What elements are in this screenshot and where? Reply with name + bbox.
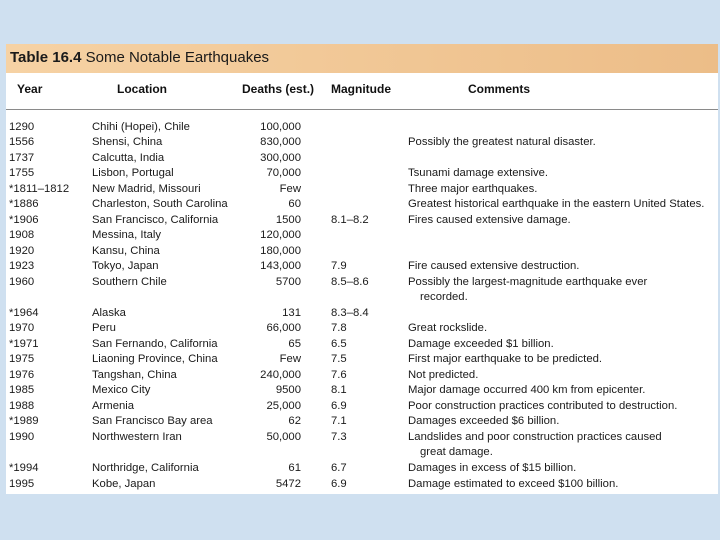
magnitude-cell: 7.5: [331, 353, 347, 366]
table-row: [6, 305, 718, 321]
location-cell: Northridge, California: [92, 462, 199, 475]
year-cell: 1995: [9, 477, 35, 490]
comment-cell: Damage exceeded $1 billion.: [408, 337, 554, 350]
location-cell: Messina, Italy: [92, 229, 162, 242]
deaths-cell: 62: [288, 415, 301, 428]
deaths-cell: 100,000: [260, 121, 301, 133]
comment-cell: Damages exceeded $6 billion.: [408, 415, 560, 428]
year-cell: 1290: [9, 121, 35, 133]
deaths-cell: 65: [288, 337, 301, 350]
comment-cell: First major earthquake to be predicted.: [408, 353, 603, 366]
magnitude-cell: 6.5: [331, 337, 347, 350]
location-cell: Tangshan, China: [92, 368, 177, 381]
table-title: [10, 49, 269, 66]
year-cell: 1975: [9, 353, 35, 366]
year-cell: 1976: [9, 368, 35, 381]
deaths-cell: 131: [282, 307, 301, 320]
column-header-deaths: Deaths (est.): [242, 82, 315, 96]
deaths-cell: 50,000: [266, 430, 301, 443]
deaths-cell: 1500: [275, 213, 301, 226]
magnitude-cell: 7.3: [331, 430, 347, 443]
deaths-cell: 5700: [275, 275, 301, 288]
table-row: [6, 274, 718, 290]
magnitude-cell: 7.6: [331, 368, 347, 381]
column-header-magnitude: Magnitude: [331, 82, 391, 96]
magnitude-cell: 7.1: [331, 415, 347, 428]
location-cell: Northwestern Iran: [92, 430, 182, 443]
deaths-cell: 5472: [275, 477, 301, 490]
magnitude-cell: 6.7: [331, 462, 347, 475]
magnitude-cell: 8.3–8.4: [331, 307, 369, 320]
year-cell: 1920: [9, 244, 35, 257]
location-cell: Shensi, China: [92, 136, 163, 149]
column-header-comments: Comments: [468, 82, 531, 96]
location-cell: Mexico City: [92, 384, 151, 397]
year-cell: *1811–1812: [9, 182, 70, 195]
deaths-cell: Few: [279, 182, 301, 195]
year-cell: 1960: [9, 275, 35, 288]
magnitude-cell: 6.9: [331, 477, 347, 490]
magnitude-cell: 8.5–8.6: [331, 275, 369, 288]
table-title-number: Table 16.4: [10, 49, 82, 66]
year-cell: *1964: [9, 307, 39, 320]
comment-cell: Not predicted.: [408, 368, 479, 381]
table-row: [6, 413, 718, 429]
table-row: [6, 181, 718, 197]
table-row: [6, 382, 718, 398]
deaths-cell: 66,000: [266, 322, 301, 335]
location-cell: San Francisco Bay area: [92, 415, 213, 428]
location-cell: Lisbon, Portugal: [92, 167, 174, 180]
location-cell: Armenia: [92, 399, 135, 412]
year-cell: 1737: [9, 151, 35, 164]
deaths-cell: 70,000: [266, 167, 301, 180]
deaths-cell: 60: [288, 198, 301, 211]
comment-cell: Greatest historical earthquake in the eastern United States.: [408, 198, 705, 211]
comment-cell: Fires caused extensive damage.: [408, 213, 571, 226]
location-cell: San Fernando, California: [92, 337, 218, 350]
comment-cell: Damage estimated to exceed $100 billion.: [408, 477, 619, 490]
table-row-continuation: [6, 444, 718, 460]
comment-cell-continuation: recorded.: [420, 290, 468, 303]
comment-cell: Tsunami damage extensive.: [408, 167, 549, 180]
deaths-cell: 9500: [275, 384, 301, 397]
location-cell: Kansu, China: [92, 244, 160, 257]
comment-cell: Great rockslide.: [408, 322, 488, 335]
comment-cell: Fire caused extensive destruction.: [408, 260, 580, 273]
table-title-text: Some Notable Earthquakes: [85, 49, 270, 66]
table-row: [6, 134, 718, 150]
table-row: [6, 476, 718, 492]
deaths-cell: 300,000: [260, 151, 301, 164]
table-row: [6, 351, 718, 367]
table-title-bar: [6, 44, 718, 73]
location-cell: Southern Chile: [92, 275, 167, 288]
comment-cell-continuation: great damage.: [420, 446, 493, 459]
table-sheet: [6, 44, 718, 494]
comment-cell: Possibly the largest-magnitude earthquake ever: [408, 275, 648, 288]
table-row: [6, 165, 718, 181]
comment-cell: Poor construction practices contributed to destruction.: [408, 399, 678, 412]
year-cell: *1989: [9, 415, 39, 428]
table-row: [6, 150, 718, 166]
table-row-continuation: [6, 289, 718, 305]
deaths-cell: 25,000: [266, 399, 301, 412]
location-cell: Kobe, Japan: [92, 477, 156, 490]
location-cell: New Madrid, Missouri: [92, 182, 201, 195]
year-cell: 1923: [9, 260, 35, 273]
location-cell: Liaoning Province, China: [92, 353, 218, 366]
deaths-cell: Few: [279, 353, 301, 366]
location-cell: Chihi (Hopei), Chile: [92, 121, 190, 133]
table-row: [6, 429, 718, 445]
year-cell: 1985: [9, 384, 35, 397]
year-cell: 1988: [9, 399, 35, 412]
year-cell: 1908: [9, 229, 35, 242]
location-cell: Peru: [92, 322, 116, 335]
deaths-cell: 830,000: [260, 136, 301, 149]
table-row: [6, 398, 718, 414]
table-row: [6, 460, 718, 476]
location-cell: Calcutta, India: [92, 151, 165, 164]
column-header-year: Year: [17, 82, 43, 96]
deaths-cell: 240,000: [260, 368, 301, 381]
table-row: [6, 243, 718, 259]
magnitude-cell: 6.9: [331, 399, 347, 412]
comment-cell: Landslides and poor construction practices caused: [408, 430, 662, 443]
magnitude-cell: 7.8: [331, 322, 347, 335]
deaths-cell: 143,000: [260, 260, 301, 273]
table-row: [6, 119, 718, 135]
table-row: [6, 258, 718, 274]
deaths-cell: 180,000: [260, 244, 301, 257]
location-cell: Alaska: [92, 307, 126, 320]
comment-cell: Damages in excess of $15 billion.: [408, 462, 577, 475]
comment-cell: Possibly the greatest natural disaster.: [408, 136, 596, 149]
magnitude-cell: 8.1: [331, 384, 347, 397]
year-cell: 1990: [9, 430, 35, 443]
deaths-cell: 61: [288, 462, 301, 475]
magnitude-cell: 7.9: [331, 260, 347, 273]
table-row: [6, 196, 718, 212]
column-header-location: Location: [117, 82, 167, 96]
year-cell: *1971: [9, 337, 39, 350]
location-cell: San Francisco, California: [92, 213, 219, 226]
year-cell: 1556: [9, 136, 35, 149]
comment-cell: Major damage occurred 400 km from epicenter.: [408, 384, 646, 397]
table-row: [6, 320, 718, 336]
table-row: [6, 367, 718, 383]
location-cell: Charleston, South Carolina: [92, 198, 228, 211]
comment-cell: Three major earthquakes.: [408, 182, 538, 195]
year-cell: 1970: [9, 322, 35, 335]
year-cell: *1994: [9, 462, 39, 475]
magnitude-cell: 8.1–8.2: [331, 213, 369, 226]
table-row: [6, 336, 718, 352]
table-row: [6, 227, 718, 243]
year-cell: *1886: [9, 198, 39, 211]
year-cell: 1755: [9, 167, 35, 180]
table-row: [6, 212, 718, 228]
year-cell: *1906: [9, 213, 39, 226]
location-cell: Tokyo, Japan: [92, 260, 159, 273]
deaths-cell: 120,000: [260, 229, 301, 242]
header-divider: [6, 109, 718, 110]
